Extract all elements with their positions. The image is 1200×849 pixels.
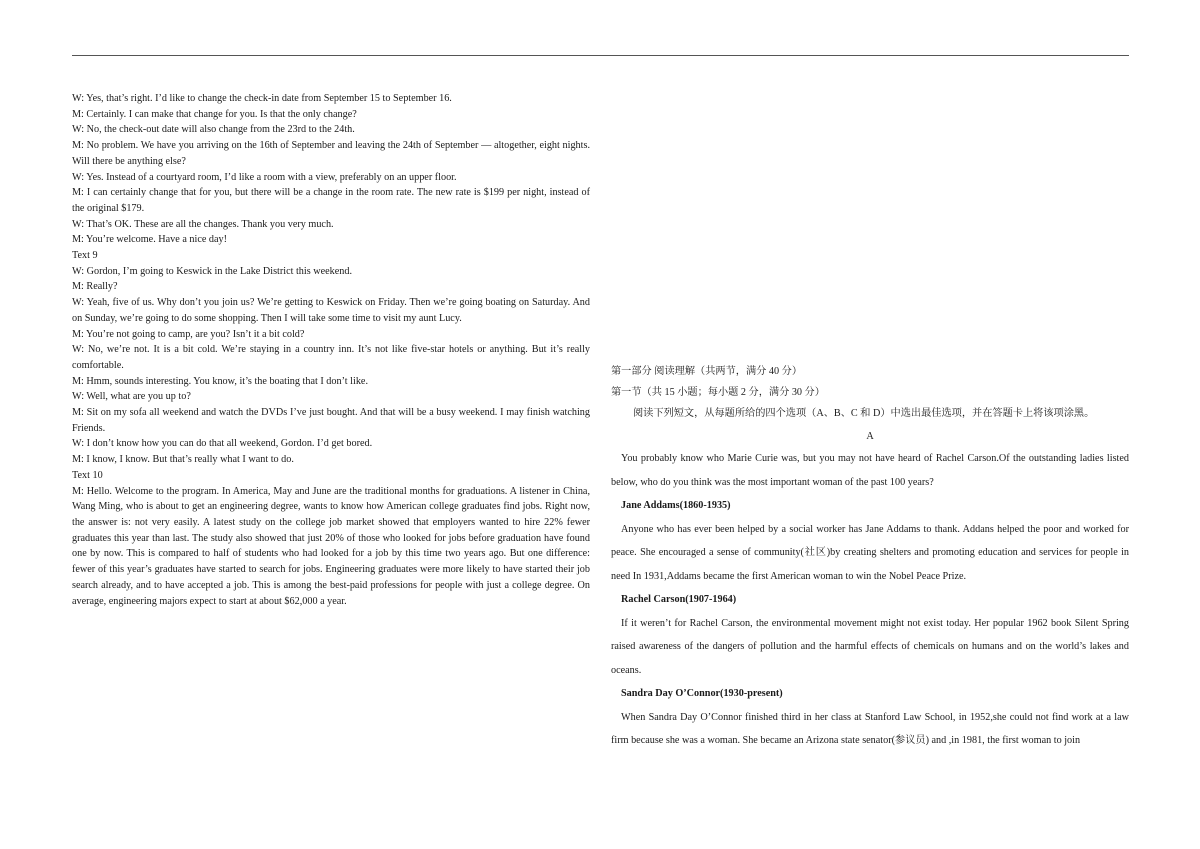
entry-text: When Sandra Day O’Connor finished third in her class at Stanford Law School, in 1952,she could not find work at a law firm because she was a woman. She became an Arizona state senator(参议员) and ,in 1981, the first woman to join <box>611 711 1129 746</box>
header-rule <box>72 55 1129 56</box>
transcript-line: M: Sit on my sofa all weekend and watch the DVDs I’ve just bought. And that will be a busy weekend. I may finish watching Friends. <box>72 407 590 434</box>
entry-name: Jane Addams(1860-1935) <box>621 500 731 511</box>
transcript-line: M: You’re welcome. Have a nice day! <box>72 234 228 246</box>
instruction-text: 阅读下列短文，从每题所给的四个选项（A、B、C 和 D）中选出最佳选项，并在答题卡上将该项涂黑。 <box>633 408 1095 419</box>
transcript-line: W: Yeah, five of us. Why don’t you join us? We’re getting to Keswick on Friday. Then we’re going boating on Saturday. And on Sunday, we’re going to do some shopping. Then I will take some time to visit my aunt Lucy. <box>72 297 590 324</box>
entry-name: Sandra Day O’Connor(1930-present) <box>621 688 783 699</box>
transcript-line: W: Yes. Instead of a courtyard room, I’d like a room with a view, preferably on an upper floor. <box>72 171 457 183</box>
transcript-line: M: Certainly. I can make that change for you. Is that the only change? <box>72 108 357 120</box>
listening-transcript-column <box>72 91 590 609</box>
part-heading: 第一部分 阅读理解（共两节，满分 40 分） <box>611 366 803 377</box>
transcript-line: W: Yes, that’s right. I’d like to change the check-in date from September 15 to September 16. <box>72 93 452 104</box>
transcript-line: W: I don’t know how you can do that all weekend, Gordon. I’d get bored. <box>72 438 373 450</box>
entry-name: Rachel Carson(1907-1964) <box>621 594 737 605</box>
passage-intro: You probably know who Marie Curie was, but you may not have heard of Rachel Carson.Of the outstanding ladies listed below, who do you think was the most important woman of the past 100 years? <box>611 453 1129 488</box>
transcript-line: W: That’s OK. These are all the changes. Thank you very much. <box>72 218 334 230</box>
transcript-line: W: No, we’re not. It is a bit cold. We’re staying in a country inn. It’s not like five-star hotels or anything. But it’s really comfortable. <box>72 344 590 371</box>
text-label: Text 9 <box>72 250 98 262</box>
transcript-line: W: No, the check-out date will also change from the 23rd to the 24th. <box>72 124 355 136</box>
entry-text: If it weren’t for Rachel Carson, the environmental movement might not exist today. Her popular 1962 book Silent Spring raised awareness of the dangers of pollution and the harmful effects of chemicals on humans and on the world’s lakes and oceans. <box>611 617 1129 676</box>
transcript-line: M: Really? <box>72 281 118 293</box>
transcript-line: M: No problem. We have you arriving on the 16th of September and leaving the 24th of September — altogether, eight nights. Will there be anything else? <box>72 140 590 167</box>
section-heading: 第一节（共 15 小题；每小题 2 分，满分 30 分） <box>611 387 825 398</box>
entry-text: Anyone who has ever been helped by a social worker has Jane Addams to thank. Addans helped the poor and worked for peace. She encouraged a sense of community(社区)by creating shelters and promoting education and services for people in need In 1931,Addams became the first American woman to win the Nobel Peace Prize. <box>611 523 1129 582</box>
transcript-line: W: Well, what are you up to? <box>72 391 191 403</box>
passage-label: A <box>866 431 874 442</box>
transcript-line: M: I can certainly change that for you, but there will be a change in the room rate. The new rate is $199 per night, instead of the original $179. <box>72 187 590 214</box>
transcript-line: W: Gordon, I’m going to Keswick in the Lake District this weekend. <box>72 265 352 277</box>
transcript-line: M: You’re not going to camp, are you? Isn’t it a bit cold? <box>72 328 305 340</box>
reading-section-column <box>611 361 1129 753</box>
transcript-line: M: I know, I know. But that’s really what I want to do. <box>72 454 294 466</box>
text-label: Text 10 <box>72 469 103 481</box>
transcript-line: M: Hmm, sounds interesting. You know, it’s the boating that I don’t like. <box>72 375 368 387</box>
transcript-line: M: Hello. Welcome to the program. In America, May and June are the traditional months for graduations. A listener in China, Wang Ming, who is about to get an engineering degree, wants to know how American college graduates find jobs. Right now, the answer is: not very easily. A latest study on the college job market showed that employers wanted to hire 22% fewer graduates this year than last. The study also showed that just 20% of those who looked for jobs before graduation have found one by now. This is compared to half of students who had looked for a job by this time two years ago. But one difference: fewer of this year’s graduates have started to search for jobs. Engineering graduates were more likely to have started their job search already, and to have accepted a job. This is among the best-paid professions for people with just a college degree. On average, engineering majors expect to start at about $62,000 a year. <box>72 485 590 607</box>
